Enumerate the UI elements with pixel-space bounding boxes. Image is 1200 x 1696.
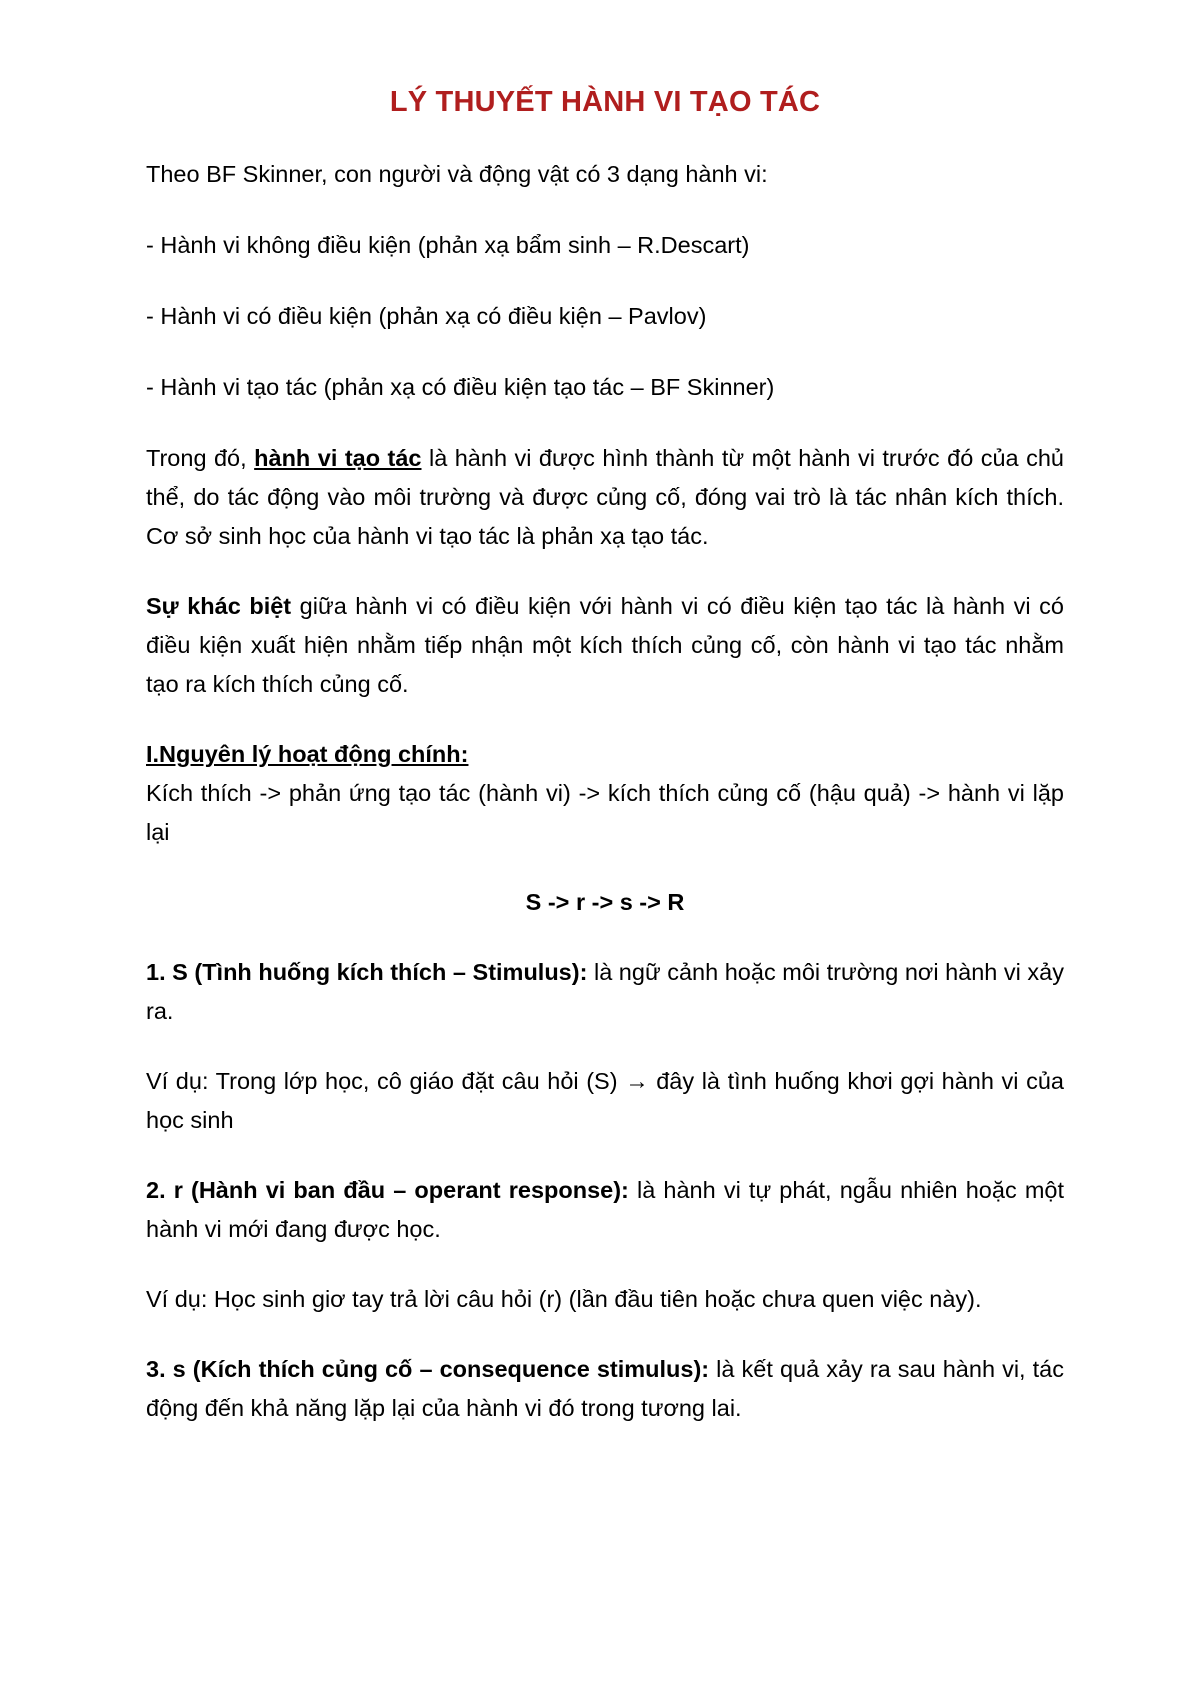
item-stimulus-text: là ngữ cảnh hoặc môi trường nơi hành vi xảy ra. [146, 959, 1064, 1024]
item-response [146, 1171, 1064, 1249]
section-heading-principle [146, 735, 1064, 774]
item-response-label: 2. r (Hành vi ban đầu – operant response): [146, 1177, 629, 1203]
item-stimulus-example: Ví dụ: Trong lớp học, cô giáo đặt câu hỏi (S) → đây là tình huống khơi gợi hành vi của học sinh [146, 1068, 1064, 1133]
section-heading-text: I.Nguyên lý hoạt động chính: [146, 741, 469, 767]
difference-paragraph [146, 587, 1064, 704]
item-stimulus-label: 1. S (Tình huống kích thích – Stimulus): [146, 959, 588, 985]
behavior-type-unconditioned: - Hành vi không điều kiện (phản xạ bẩm sinh – R.Descart) [146, 232, 750, 258]
principle-formula: S -> r -> s -> R [525, 889, 685, 915]
difference-text: giữa hành vi có điều kiện với hành vi có điều kiện tạo tác là hành vi có điều kiện xuất hiện nhằm tiếp nhận một kích thích củng cố, còn hành vi tạo tác nhằm tạo ra kích thích củng cố. [146, 593, 1064, 697]
difference-term: Sự khác biệt [146, 593, 292, 619]
item-consequence-text: là kết quả xảy ra sau hành vi, tác động đến khả năng lặp lại của hành vi đó trong tương lai. [146, 1356, 1064, 1421]
item-consequence-label: 3. s (Kích thích củng cố – consequence stimulus): [146, 1356, 710, 1382]
definition-prefix: Trong đó, [146, 445, 255, 471]
principle-flow: Kích thích -> phản ứng tạo tác (hành vi) -> kích thích củng cố (hậu quả) -> hành vi lặp lại [146, 780, 1064, 845]
definition-paragraph [146, 439, 1064, 556]
item-response-example: Ví dụ: Học sinh giơ tay trả lời câu hỏi (r) (lần đầu tiên hoặc chưa quen việc này). [146, 1286, 982, 1312]
definition-text: là hành vi được hình thành từ một hành vi trước đó của chủ thể, do tác động vào môi trường và được củng cố, đóng vai trò là tác nhân kích thích. Cơ sở sinh học của hành vi tạo tác là phản xạ tạo tác. [146, 445, 1064, 549]
item-consequence [146, 1350, 1064, 1428]
item-stimulus [146, 953, 1064, 1031]
behavior-type-conditioned: - Hành vi có điều kiện (phản xạ có điều kiện – Pavlov) [146, 303, 707, 329]
item-response-text: là hành vi tự phát, ngẫu nhiên hoặc một hành vi mới đang được học. [146, 1177, 1064, 1242]
behavior-type-operant: - Hành vi tạo tác (phản xạ có điều kiện tạo tác – BF Skinner) [146, 374, 775, 400]
document-title: LÝ THUYẾT HÀNH VI TẠO TÁC [389, 86, 821, 118]
intro-paragraph: Theo BF Skinner, con người và động vật có 3 dạng hành vi: [146, 161, 768, 187]
definition-term: hành vi tạo tác [254, 445, 422, 471]
